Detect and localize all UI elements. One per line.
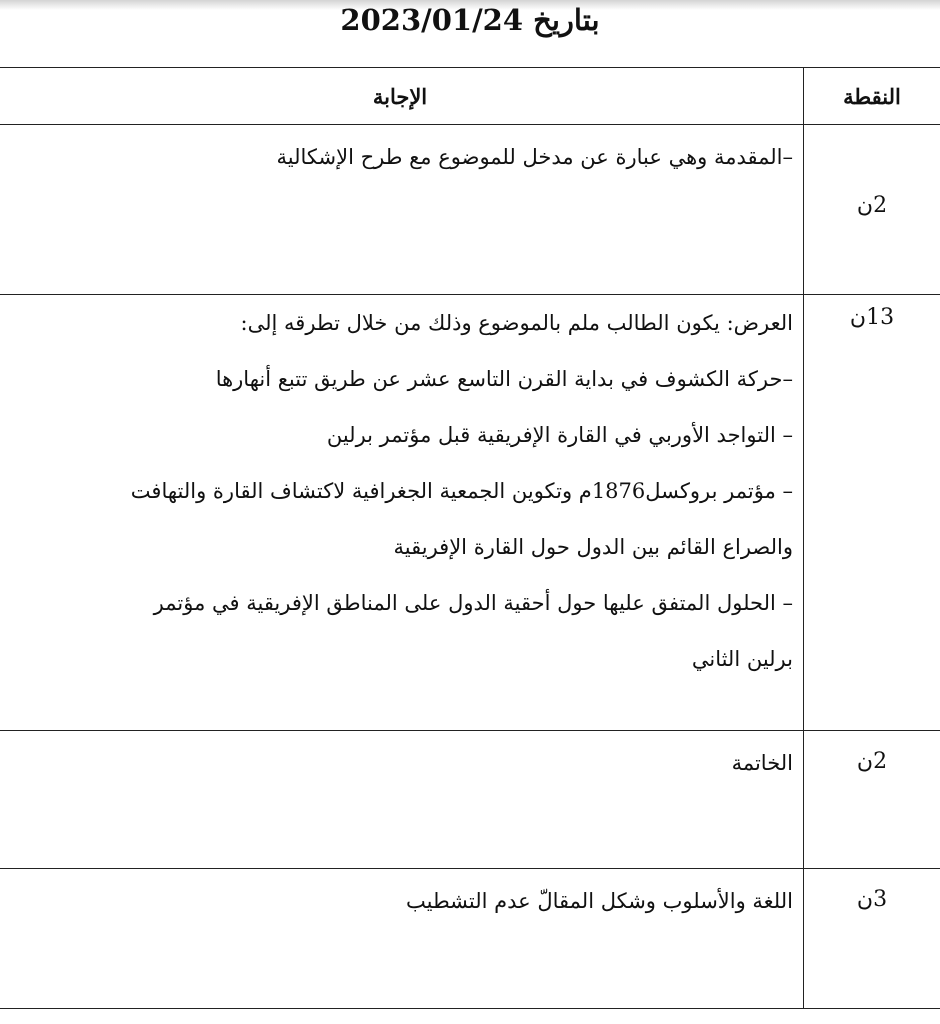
points-cell: 3ن bbox=[804, 869, 940, 1009]
header-points: النقطة bbox=[804, 68, 940, 125]
answer-line: اللغة والأسلوب وشكل المقالّ عدم التشطيب bbox=[405, 889, 793, 913]
table-header-row bbox=[0, 68, 940, 125]
answer-line: الخاتمة bbox=[731, 751, 793, 775]
points-cell: 13ن bbox=[804, 295, 940, 731]
answer-line: والصراع القائم بين الدول حول القارة الإفريقية bbox=[393, 535, 793, 559]
answer-line: برلين الثاني bbox=[691, 647, 793, 671]
table-row-conclusion bbox=[0, 731, 940, 869]
points-cell: 2ن bbox=[804, 731, 940, 869]
grading-table bbox=[0, 67, 940, 1009]
answer-cell bbox=[0, 869, 804, 1009]
answer-cell bbox=[0, 731, 804, 869]
page-title: بتاريخ 2023/01/24 bbox=[340, 3, 600, 37]
answer-line: – مؤتمر بروكسل1876م وتكوين الجمعية الجغرافية لاكتشاف القارة والتهافت bbox=[130, 479, 793, 503]
header-answer: الإجابة bbox=[0, 68, 804, 125]
answer-line: –المقدمة وهي عبارة عن مدخل للموضوع مع طرح الإشكالية bbox=[276, 145, 793, 169]
table-row-introduction bbox=[0, 125, 940, 295]
answer-cell bbox=[0, 125, 804, 295]
answer-line: – الحلول المتفق عليها حول أحقية الدول على المناطق الإفريقية في مؤتمر bbox=[153, 591, 793, 615]
points-cell: 2ن bbox=[804, 125, 940, 295]
answer-cell bbox=[0, 295, 804, 731]
answer-line: –حركة الكشوف في بداية القرن التاسع عشر عن طريق تتبع أنهارها bbox=[215, 367, 793, 391]
answer-line: – التواجد الأوربي في القارة الإفريقية قبل مؤتمر برلين bbox=[326, 423, 793, 447]
answer-line: العرض: يكون الطالب ملم بالموضوع وذلك من خلال تطرقه إلى: bbox=[240, 311, 793, 335]
table-row-language-style bbox=[0, 869, 940, 1009]
table-row-body bbox=[0, 295, 940, 731]
